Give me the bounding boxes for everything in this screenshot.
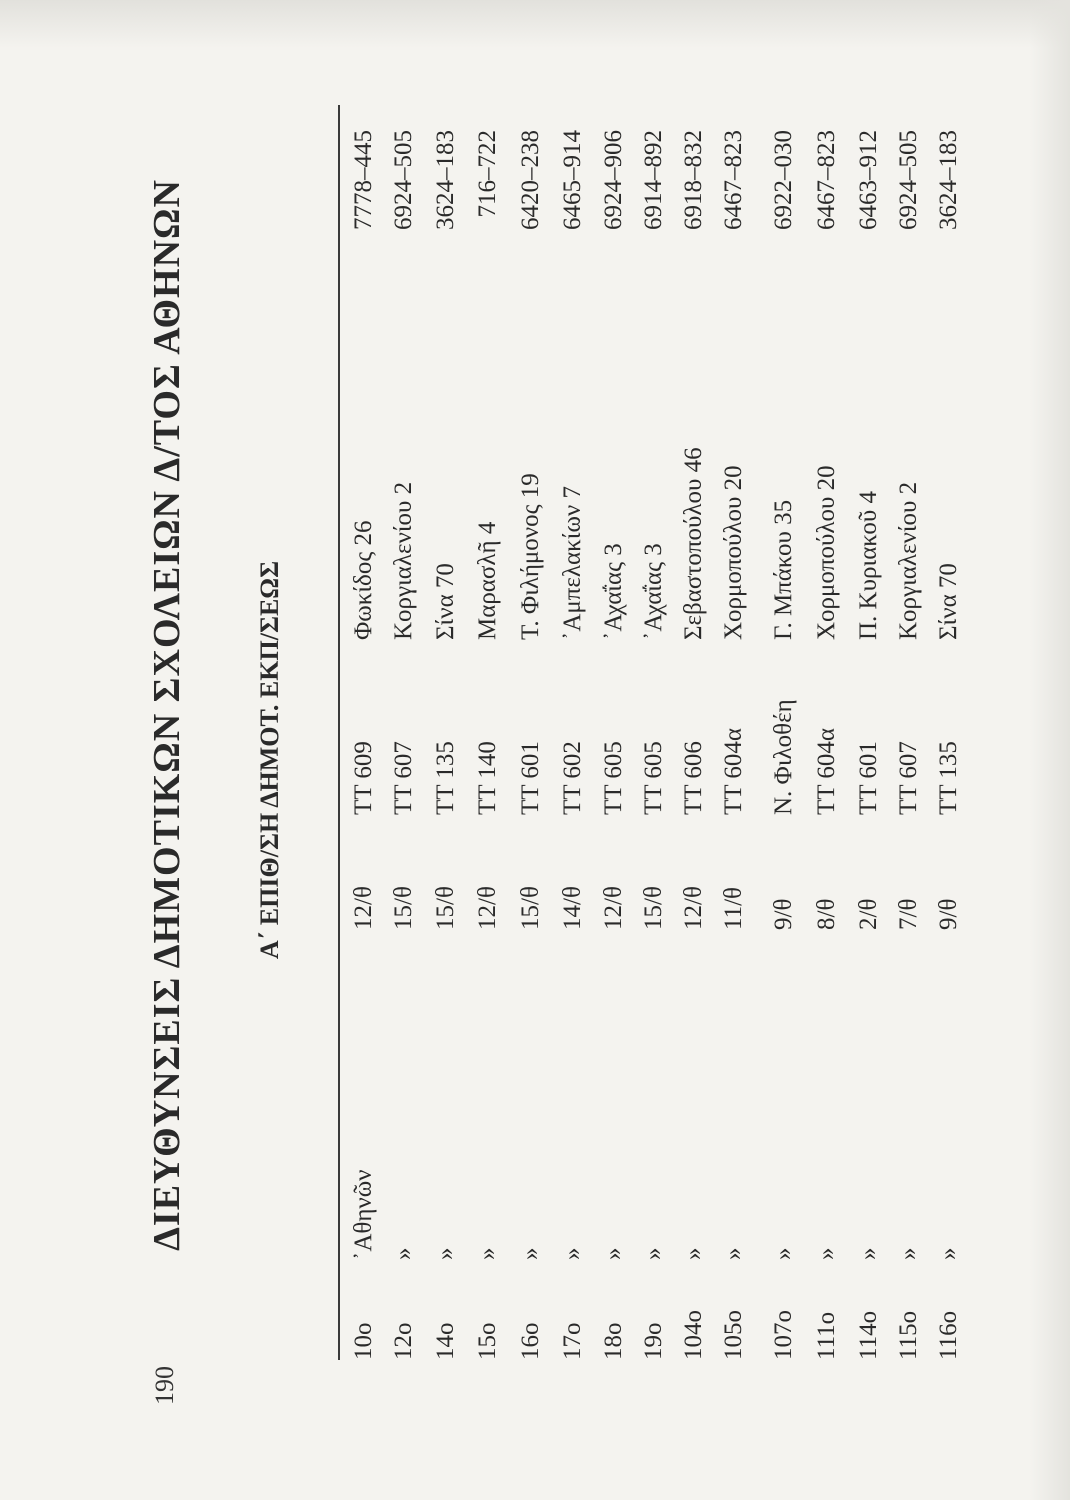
school-area: » xyxy=(813,1247,840,1260)
school-number: 15ο xyxy=(474,1322,501,1360)
school-code: 7/θ xyxy=(895,898,922,930)
school-code: 15/θ xyxy=(640,886,667,930)
table-row xyxy=(855,100,893,1360)
school-area: » xyxy=(432,1247,459,1260)
school-number: 114ο xyxy=(855,1310,882,1360)
school-phone: 6922–030 xyxy=(770,130,797,230)
school-address: Μαρασλῆ 4 xyxy=(474,521,501,640)
school-address: ᾽Αχαΐας 3 xyxy=(600,543,627,640)
school-code: 15/θ xyxy=(432,886,459,930)
school-area: » xyxy=(770,1247,797,1260)
school-area: » xyxy=(517,1247,544,1260)
table-row xyxy=(770,100,808,1360)
school-code: 12/θ xyxy=(474,886,501,930)
school-location: ΤΤ 601 xyxy=(855,741,882,815)
school-address: Π. Κυριακοῦ 4 xyxy=(855,491,882,640)
school-code: 2/θ xyxy=(855,898,882,930)
school-phone: 6918–832 xyxy=(680,130,707,230)
school-number: 18ο xyxy=(600,1322,627,1360)
school-phone: 6924–906 xyxy=(600,130,627,230)
school-number: 12ο xyxy=(390,1322,417,1360)
school-number: 116ο xyxy=(935,1310,962,1360)
school-address: Σίνα 70 xyxy=(432,563,459,640)
school-location: ΤΤ 604α xyxy=(720,728,747,815)
school-code: 12/θ xyxy=(680,886,707,930)
school-address: Τ. Φιλήμονος 19 xyxy=(517,473,544,640)
school-code: 15/θ xyxy=(517,886,544,930)
school-code: 15/θ xyxy=(390,886,417,930)
school-address: Σίνα 70 xyxy=(935,563,962,640)
school-phone: 6924–505 xyxy=(390,130,417,230)
school-phone: 3624–183 xyxy=(432,130,459,230)
school-address: Κοργιαλενίου 2 xyxy=(390,481,417,640)
school-address: Κοργιαλενίου 2 xyxy=(895,481,922,640)
school-location: ΤΤ 606 xyxy=(680,741,707,815)
school-phone: 3624–183 xyxy=(935,130,962,230)
school-area: » xyxy=(895,1247,922,1260)
school-phone: 6465–914 xyxy=(559,130,586,230)
school-area: » xyxy=(600,1247,627,1260)
school-location: ΤΤ 609 xyxy=(350,741,377,815)
school-location: ΤΤ 135 xyxy=(935,741,962,815)
school-address: ᾽Αχαΐας 3 xyxy=(640,543,667,640)
school-location: ΤΤ 135 xyxy=(432,741,459,815)
school-code: 8/θ xyxy=(813,898,840,930)
school-number: 16ο xyxy=(517,1322,544,1360)
table-row xyxy=(680,100,718,1360)
school-number: 10ο xyxy=(350,1322,377,1360)
school-phone: 6467–823 xyxy=(813,130,840,230)
school-number: 107ο xyxy=(770,1310,797,1360)
school-location: ΤΤ 607 xyxy=(390,741,417,815)
school-phone: 6914–892 xyxy=(640,130,667,230)
table-row xyxy=(813,100,851,1360)
school-number: 111ο xyxy=(813,1311,840,1360)
school-area: ᾽Αθηνῶν xyxy=(350,1169,377,1260)
school-code: 9/θ xyxy=(935,898,962,930)
table-row xyxy=(517,100,555,1360)
table-row xyxy=(432,100,470,1360)
school-number: 105ο xyxy=(720,1310,747,1360)
school-location: ΤΤ 607 xyxy=(895,741,922,815)
school-number: 17ο xyxy=(559,1322,586,1360)
school-code: 14/θ xyxy=(559,886,586,930)
school-area: » xyxy=(680,1247,707,1260)
table-row xyxy=(390,100,428,1360)
school-location: Ν. Φιλοθέη xyxy=(770,699,797,815)
school-phone: 6463–912 xyxy=(855,130,882,230)
school-phone: 6924–505 xyxy=(895,130,922,230)
school-area: » xyxy=(720,1247,747,1260)
school-number: 104ο xyxy=(680,1310,707,1360)
table-row xyxy=(559,100,597,1360)
school-code: 12/θ xyxy=(600,886,627,930)
table-row xyxy=(350,100,388,1360)
school-phone: 716–722 xyxy=(474,130,501,218)
school-address: ᾽Αμπελακίων 7 xyxy=(559,486,586,640)
school-location: ΤΤ 601 xyxy=(517,741,544,815)
school-area: » xyxy=(474,1247,501,1260)
school-location: ΤΤ 140 xyxy=(474,741,501,815)
school-number: 115ο xyxy=(895,1310,922,1360)
school-number: 19ο xyxy=(640,1322,667,1360)
school-location: ΤΤ 602 xyxy=(559,741,586,815)
school-location: ΤΤ 605 xyxy=(640,741,667,815)
school-area: » xyxy=(855,1247,882,1260)
page-subtitle: Α΄ ΕΠΙΘ/ΣΗ ΔΗΜΟΤ. ΕΚΠ/ΣΕΩΣ xyxy=(255,560,284,960)
table-row xyxy=(895,100,933,1360)
table-row xyxy=(640,100,678,1360)
school-area: » xyxy=(559,1247,586,1260)
school-code: 12/θ xyxy=(350,886,377,930)
school-address: Χορμοπούλου 20 xyxy=(720,465,747,640)
school-phone: 6467–823 xyxy=(720,130,747,230)
school-location: ΤΤ 605 xyxy=(600,741,627,815)
school-area: » xyxy=(390,1247,417,1260)
table-row xyxy=(474,100,512,1360)
table-row xyxy=(935,100,973,1360)
header-divider xyxy=(338,105,340,1360)
school-address: Χορμοπούλου 20 xyxy=(813,465,840,640)
school-address: Γ. Μπάκου 35 xyxy=(770,499,797,640)
school-phone: 7778–445 xyxy=(350,130,377,230)
school-code: 11/θ xyxy=(720,887,747,930)
page-number: 190 xyxy=(150,1366,179,1405)
page-title: ΔΙΕΥΘΥΝΣΕΙΣ ΔΗΜΟΤΙΚΩΝ ΣΧΟΛΕΙΩΝ Δ/ΤΟΣ ΑΘΗΝΩΝ xyxy=(146,179,188,1251)
school-address: Φωκίδος 26 xyxy=(350,520,377,640)
school-code: 9/θ xyxy=(770,898,797,930)
school-area: » xyxy=(935,1247,962,1260)
table-row xyxy=(720,100,758,1360)
school-location: ΤΤ 604α xyxy=(813,728,840,815)
school-address: Σεβαστοπούλου 46 xyxy=(680,447,707,640)
school-area: » xyxy=(640,1247,667,1260)
school-number: 14ο xyxy=(432,1322,459,1360)
school-phone: 6420–238 xyxy=(517,130,544,230)
table-row xyxy=(600,100,638,1360)
